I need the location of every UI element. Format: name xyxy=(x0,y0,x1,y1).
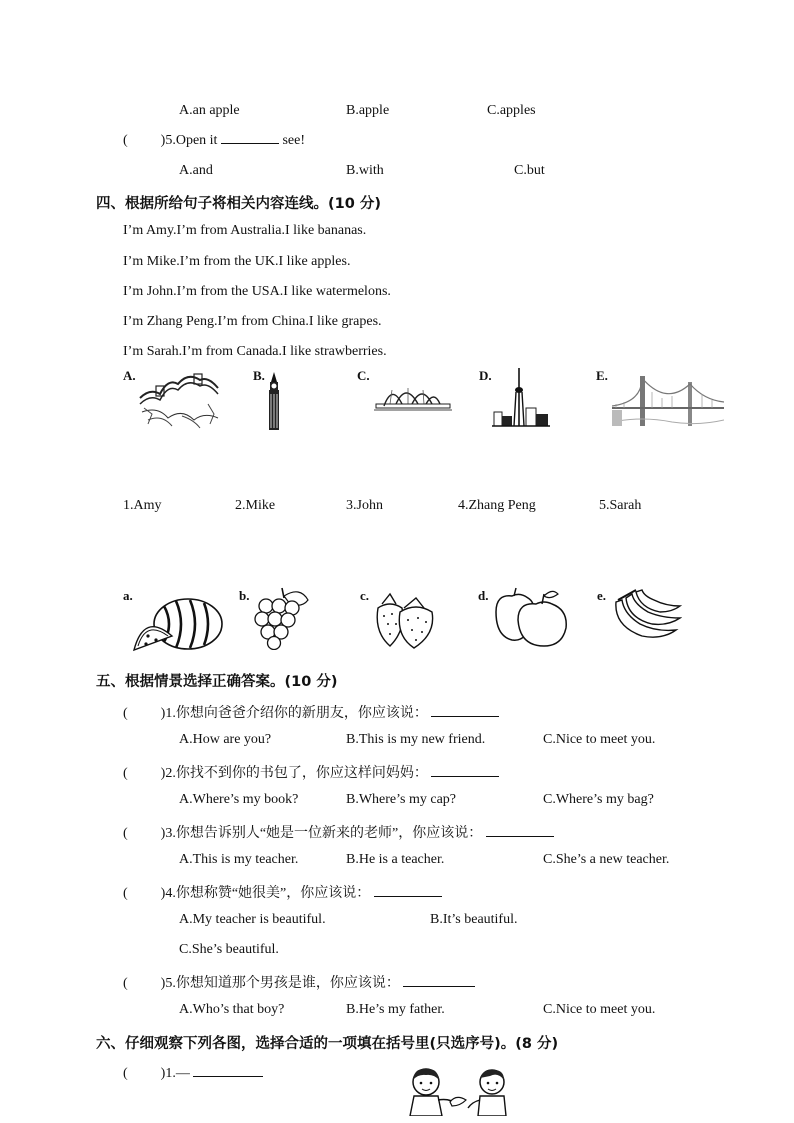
landmark-letter: E. xyxy=(596,368,608,383)
option-b: B.This is my new friend. xyxy=(346,732,486,747)
sydney-opera-house-icon xyxy=(374,380,452,412)
question-text: 你想向爸爸介绍你的新朋友，你应该说： xyxy=(175,706,428,721)
option-a: A.My teacher is beautiful. xyxy=(179,912,326,927)
option-a: A.an apple xyxy=(179,103,240,118)
watermelon-icon xyxy=(130,596,224,652)
option-a: A.and xyxy=(179,163,213,178)
answer-blank[interactable] xyxy=(374,896,442,897)
name-label: 1.Amy xyxy=(123,498,162,513)
landmark-letter: B. xyxy=(253,368,265,383)
question-row xyxy=(123,822,554,842)
name-label: 3.John xyxy=(346,498,383,513)
landmark-letter: C. xyxy=(357,368,370,383)
sentence: I’m Sarah.I’m from Canada.I like strawberries. xyxy=(123,344,387,359)
option-a: A.Where’s my book? xyxy=(179,792,299,807)
name-label: 5.Sarah xyxy=(599,498,642,513)
name-label: 4.Zhang Peng xyxy=(458,498,536,513)
fruit-letter: b. xyxy=(239,588,250,603)
answer-paren[interactable]: ( xyxy=(123,976,128,991)
answer-blank[interactable] xyxy=(486,836,554,837)
sentence: I’m Amy.I’m from Australia.I like bananas. xyxy=(123,223,367,238)
answer-paren[interactable]: ( xyxy=(123,706,128,721)
sentence: I’m Mike.I’m from the UK.I like apples. xyxy=(123,254,351,269)
landmark-letter: D. xyxy=(479,368,492,383)
fruit-letter: d. xyxy=(478,588,489,603)
option-c: C.She’s beautiful. xyxy=(179,942,279,957)
answer-paren[interactable]: ( xyxy=(123,133,128,148)
question-number: )1.— xyxy=(160,1066,190,1081)
option-c: C.Nice to meet you. xyxy=(543,732,656,747)
answer-paren[interactable]: ( xyxy=(123,826,128,841)
option-c: C.Nice to meet you. xyxy=(543,1002,656,1017)
answer-paren[interactable]: ( xyxy=(123,886,128,901)
landmark-letter: A. xyxy=(123,368,136,383)
sentence: I’m Zhang Peng.I’m from China.I like grapes. xyxy=(123,314,382,329)
bananas-icon xyxy=(612,588,682,642)
grapes-icon xyxy=(252,586,312,650)
option-a: A.Who’s that boy? xyxy=(179,1002,285,1017)
fruit-letter: a. xyxy=(123,588,133,603)
section-heading: 四、根据所给句子将相关内容连线。(10 分) xyxy=(96,196,381,212)
answer-paren[interactable]: ( xyxy=(123,766,128,781)
option-b: B.with xyxy=(346,163,384,178)
option-b: B.He’s my father. xyxy=(346,1002,445,1017)
option-c: C.Where’s my bag? xyxy=(543,792,654,807)
question-row xyxy=(123,1066,263,1082)
question-row xyxy=(123,762,499,782)
option-a: A.How are you? xyxy=(179,732,272,747)
apples-icon xyxy=(492,586,570,648)
answer-blank[interactable] xyxy=(431,776,499,777)
sentence: I’m John.I’m from the USA.I like watermelons. xyxy=(123,284,391,299)
option-c: C.apples xyxy=(487,103,536,118)
question-number: )1. xyxy=(160,706,176,721)
section-heading: 五、根据情景选择正确答案。(10 分) xyxy=(96,674,338,690)
big-ben-icon xyxy=(264,372,284,430)
strawberries-icon xyxy=(374,590,438,650)
question-number: )2. xyxy=(160,766,176,781)
option-b: B.Where’s my cap? xyxy=(346,792,457,807)
question-text: see! xyxy=(282,133,305,148)
section-heading: 六、仔细观察下列各图，选择合适的一项填在括号里(只选序号)。(8 分) xyxy=(96,1036,559,1052)
question-row xyxy=(123,972,475,992)
answer-paren[interactable]: ( xyxy=(123,1066,128,1081)
question-text: 你想知道那个男孩是谁，你应该说： xyxy=(175,976,400,991)
girl-and-boy-icon xyxy=(404,1066,516,1116)
golden-gate-bridge-icon xyxy=(612,372,724,430)
option-a: A.This is my teacher. xyxy=(179,852,299,867)
option-b: B.apple xyxy=(346,103,390,118)
great-wall-icon xyxy=(138,368,222,430)
answer-blank[interactable] xyxy=(431,716,499,717)
question-text: 你找不到你的书包了，你应这样问妈妈： xyxy=(175,766,428,781)
answer-blank[interactable] xyxy=(193,1076,263,1077)
option-b: B.He is a teacher. xyxy=(346,852,445,867)
fruit-letter: e. xyxy=(597,588,607,603)
question-row xyxy=(123,882,442,902)
answer-blank[interactable] xyxy=(221,143,279,144)
cn-tower-icon xyxy=(492,368,550,430)
question-text: 你想称赞“她很美”，你应该说： xyxy=(175,886,371,901)
name-label: 2.Mike xyxy=(235,498,276,513)
question-row xyxy=(123,133,305,149)
question-number: )5.Open it xyxy=(160,133,218,148)
option-c: C.She’s a new teacher. xyxy=(543,852,670,867)
question-number: )5. xyxy=(160,976,176,991)
fruit-letter: c. xyxy=(360,588,370,603)
question-row xyxy=(123,702,499,722)
option-b: B.It’s beautiful. xyxy=(430,912,518,927)
answer-blank[interactable] xyxy=(403,986,475,987)
option-c: C.but xyxy=(514,163,545,178)
question-number: )4. xyxy=(160,886,176,901)
question-text: 你想告诉别人“她是一位新来的老师”，你应该说： xyxy=(175,826,483,841)
question-number: )3. xyxy=(160,826,176,841)
